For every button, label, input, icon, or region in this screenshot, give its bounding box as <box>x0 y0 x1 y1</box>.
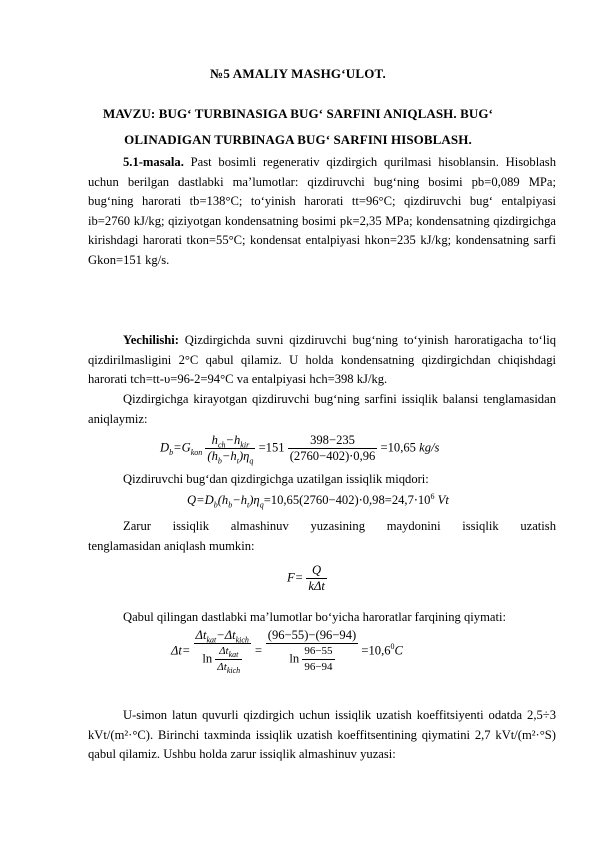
problem-text: Past bosimli regenerativ qizdirgich qurilmasi hisoblansin. Hisoblash uchun berilgan dastlabki ma’lumotlar: qizdiruvchi bug‘ning bosimi pb=0,089 MPa; bug‘ning harorati tb=138°C; to‘yinish harorati tt=96°C; qizdiruvchi bug‘ entalpiyasi ib=2760 kJ/kg; qiziyotgan kondensatning bosimi pk=2,35 MPa; kondensatning qizdirgichga kirishdagi harorati tkon=55°C; kondensat entalpiyasi hkon=235 kJ/kg; kondensatning sarfi Gkon=151 kg/s. <box>88 155 556 267</box>
solution-label: Yechilishi: <box>123 333 179 347</box>
equation-steam-flow: $D_b=G_{kon}$ $\frac{h_{ch}-h_{kir}}{(h_b-h_t)\eta_q}$ =151 $\frac{398-235}{(2760-402)\cdot 0,96}$ =10,65 kg/s <box>160 433 440 466</box>
solution-paragraph <box>88 331 556 390</box>
topic-line-1: MAVZU: BUG‘ TURBINASIGA BUG‘ SARFINI ANIQLASH. BUG‘ <box>103 106 493 121</box>
heat-paragraph: Qizdiruvchi bug‘dan qizdirgichga uzatilgan issiqlik miqdori: <box>123 472 429 486</box>
problem-label: 5.1-masala. <box>123 155 184 169</box>
equation-area: F= $\frac{Q}{\text{kΔt}}$ <box>287 563 325 593</box>
page-title: №5 AMALIY MASHG‘ULOT. <box>210 66 386 81</box>
temperature-paragraph: Qabul qilingan dastlabki ma’lumotlar bo‘yicha haroratlar farqining qiymati: <box>123 610 506 624</box>
problem-paragraph <box>88 153 556 271</box>
topic-line-2: OLINADIGAN TURBINAGA BUG‘ SARFINI HISOBLASH. <box>124 132 472 147</box>
balance-paragraph: Qizdirgichga kirayotgan qizdiruvchi bug‘ning sarfini issiqlik balansi tenglamasidan aniqlaymiz: <box>88 392 556 426</box>
equation-temperature-difference: Δt= $\Delta t_{kat}-\Delta t_{kich}$ ln $\frac{\Delta t_{kat}}{\Delta t_{kich}}$ = (96−55)−(96−94) ln $\frac{96-55}{96-94}$ $=10,6^0C$ <box>171 628 403 676</box>
solution-text: Qizdirgichda suvni qizdiruvchi bug‘ning to‘yinish haroratigacha to‘liq qizdirilmasligini 2°C qabul qilamiz. U holda kondensatning qizdirgichdan chiqishdagi harorati tch=tt-υ=96-2=94°C va entalpiyasi hch=398 kJ/kg. <box>88 333 556 387</box>
coefficient-paragraph: U-simon latun quvurli qizdirgich uchun issiqlik uzatish koeffitsiyenti odatda 2,5÷3 kVt/(m²·°C). Birinchi taxminda issiqlik uzatish koeffitsentining qiymatini 2,7 kVt/(m²·°S) qabul qilamiz. Ushbu holda zarur issiqlik almashinuv yuzasi: <box>88 708 556 762</box>
area-paragraph-line-1: Zarur issiqlik almashinuv yuzasining maydonini issiqlik uzatish <box>123 519 556 533</box>
area-paragraph-line-2: tenglamasidan aniqlash mumkin: <box>88 539 255 553</box>
equation-heat: $Q=D_b(h_b-h_t)\eta_q=10,65(2760-402)\cdot 0,98=24,7\cdot 10^6$ Vt <box>187 491 449 510</box>
